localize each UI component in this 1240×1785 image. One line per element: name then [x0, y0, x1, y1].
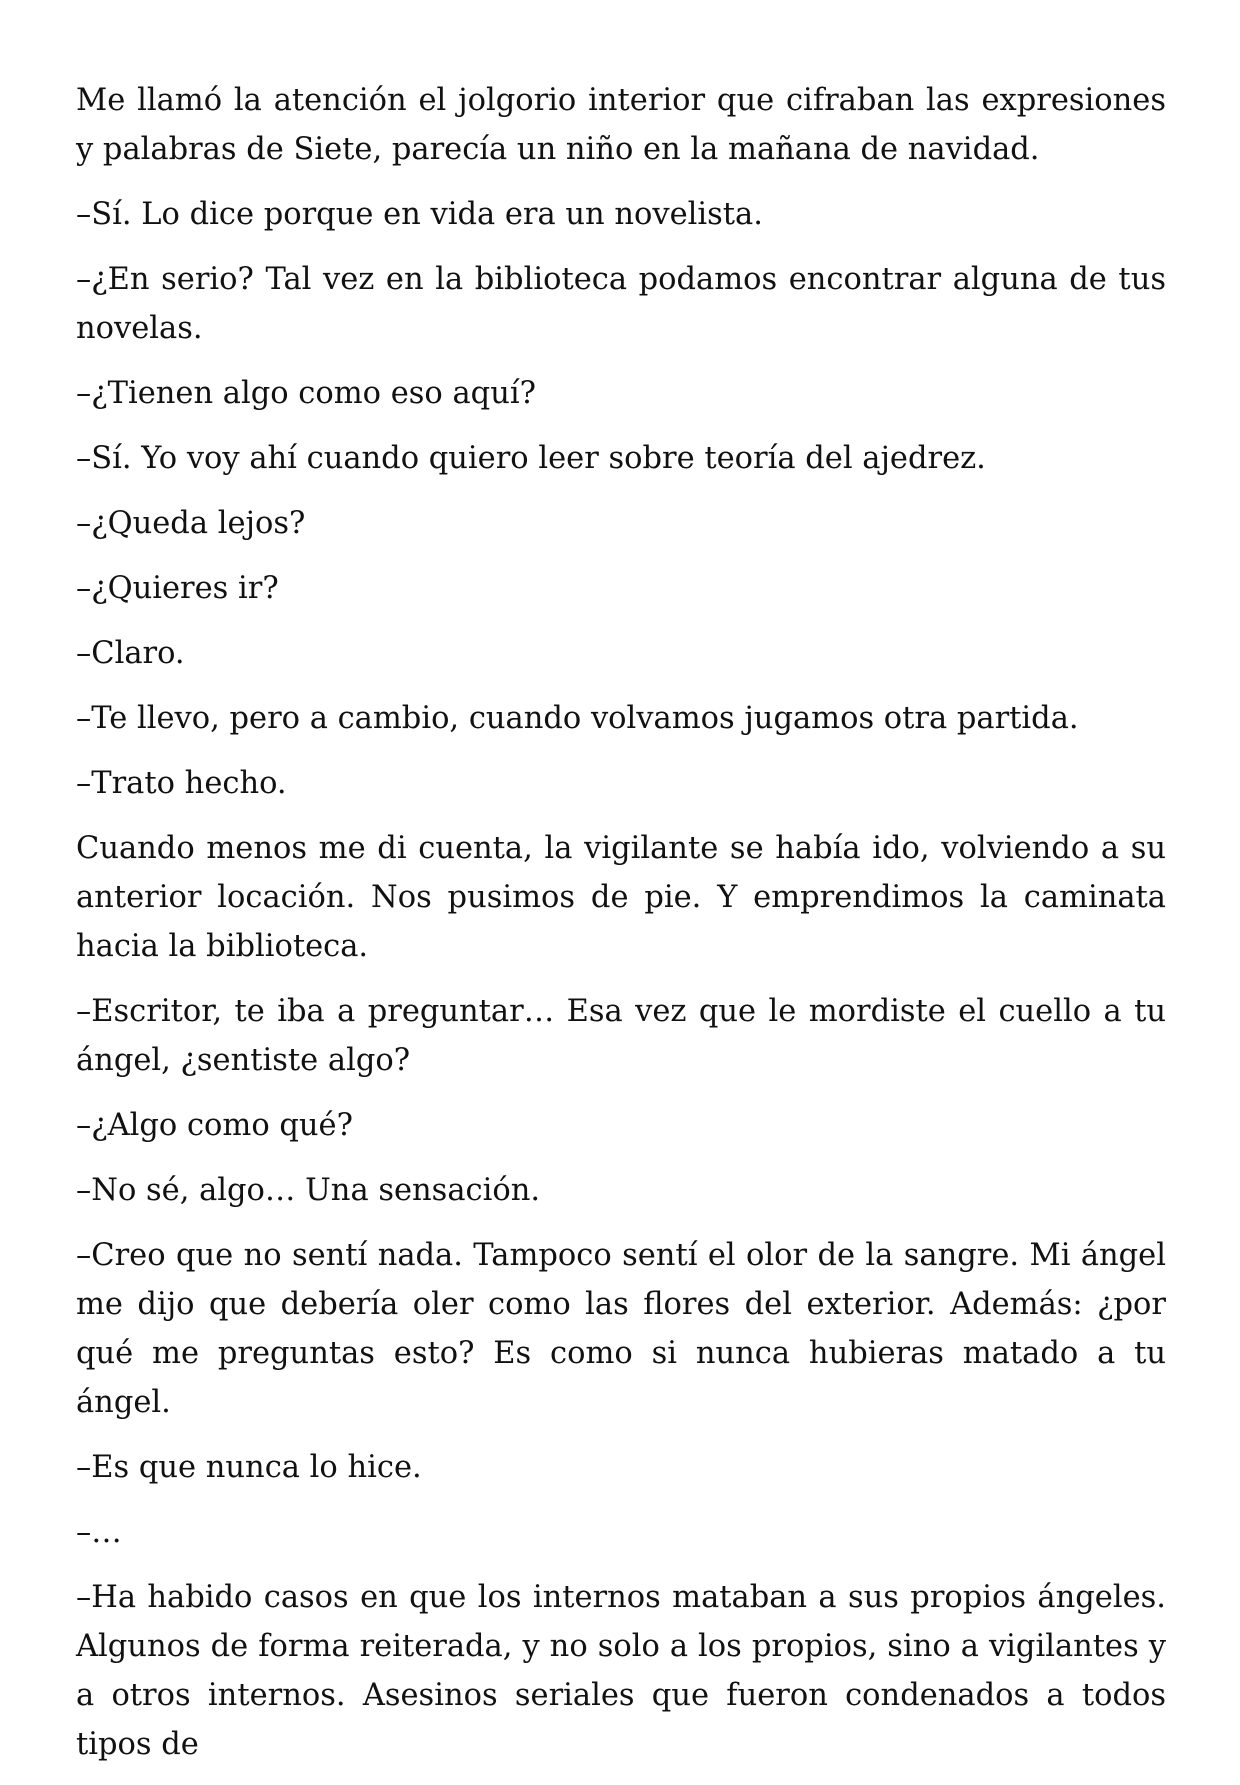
page-body [76, 76, 1166, 1785]
paragraph: Cuando menos me di cuenta, la vigilante se había ido, volviendo a su anterior locación. Nos pusimos de pie. Y emprendimos la caminata hacia la biblioteca. [76, 831, 1166, 964]
dialogue-line: –Sí. Lo dice porque en vida era un novelista. [76, 197, 763, 232]
dialogue-line: –¿Quieres ir? [76, 571, 279, 606]
dialogue-line: –¿En serio? Tal vez en la biblioteca podamos encontrar alguna de tus novelas. [76, 262, 1166, 346]
dialogue-line: –… [76, 1515, 122, 1550]
dialogue-line: –Escritor, te iba a preguntar… Esa vez que le mordiste el cuello a tu ángel, ¿sentiste algo? [76, 994, 1166, 1078]
dialogue-line: –Sí. Yo voy ahí cuando quiero leer sobre teoría del ajedrez. [76, 441, 986, 476]
paragraph: Me llamó la atención el jolgorio interior que cifraban las expresiones y palabras de Siete, parecía un niño en la mañana de navidad. [76, 83, 1166, 167]
dialogue-line: –No sé, algo… Una sensación. [76, 1173, 541, 1208]
dialogue-line: –Ha habido casos en que los internos mataban a sus propios ángeles. Algunos de forma reiterada, y no solo a los propios, sino a vigilantes y a otros internos. Asesinos seriales que fueron condenados a todos tipos de [76, 1580, 1166, 1762]
dialogue-line: –¿Queda lejos? [76, 506, 306, 541]
dialogue-line: –Trato hecho. [76, 766, 287, 801]
dialogue-line: –Te llevo, pero a cambio, cuando volvamos jugamos otra partida. [76, 701, 1079, 736]
dialogue-line: –¿Tienen algo como eso aquí? [76, 376, 536, 411]
dialogue-line: –¿Algo como qué? [76, 1108, 353, 1143]
dialogue-line: –Es que nunca lo hice. [76, 1450, 422, 1485]
dialogue-line: –Claro. [76, 636, 185, 671]
dialogue-line: –Creo que no sentí nada. Tampoco sentí el olor de la sangre. Mi ángel me dijo que debería oler como las flores del exterior. Además: ¿por qué me preguntas esto? Es como si nunca hubieras matado a tu ángel. [76, 1238, 1166, 1420]
